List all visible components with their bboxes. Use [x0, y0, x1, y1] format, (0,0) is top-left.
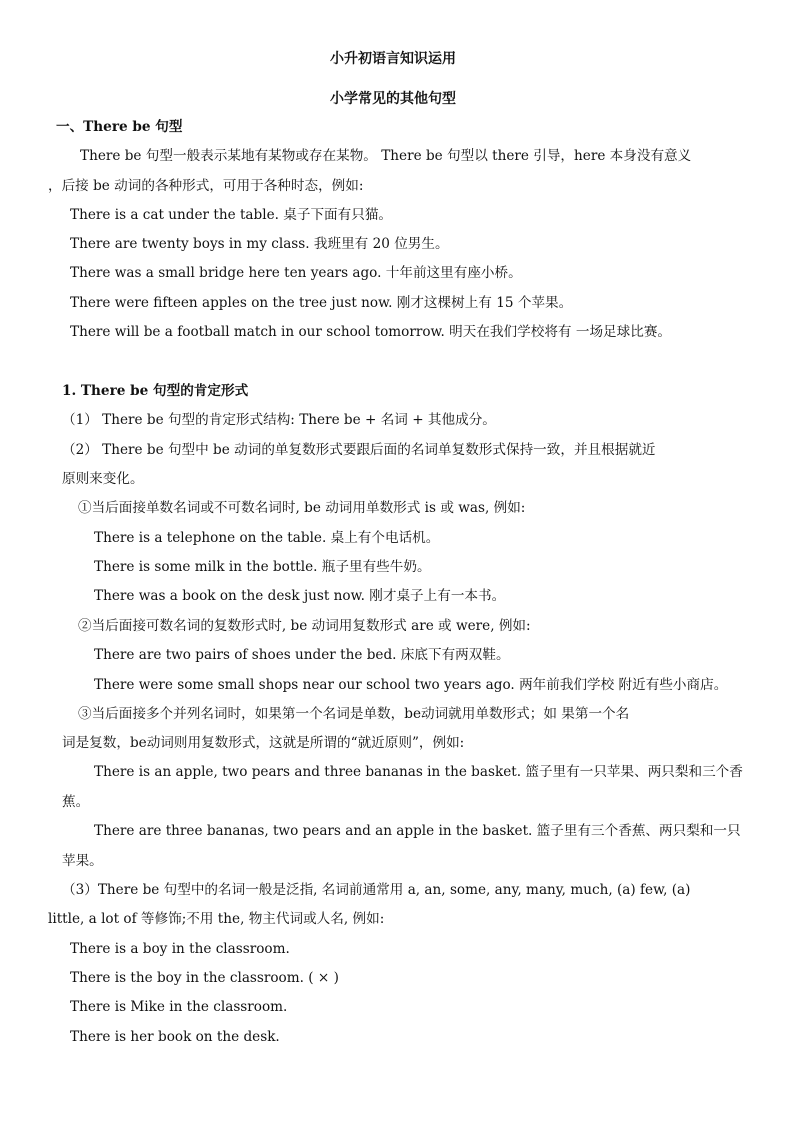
rule-1: （1） There be 句型的肯定形式结构: There be + 名词 + 其他成分。: [62, 412, 496, 428]
example-sentence: There is the boy in the classroom. ( × ): [70, 970, 339, 986]
example-sentence: There is some milk in the bottle. 瓶子里有些牛奶。: [94, 559, 431, 575]
example-sentence: There was a book on the desk just now. 刚才桌子上有一本书。: [94, 588, 506, 604]
example-sentence: There are twenty boys in my class. 我班里有 20 位男生。: [70, 236, 449, 252]
example-sentence: There were some small shops near our school two years ago. 两年前我们学校 附近有些小商店。: [94, 677, 728, 693]
intro-line-2: ，后接 be 动词的各种形式，可用于各种时态，例如:: [48, 178, 364, 194]
example-sentence: There is her book on the desk.: [70, 1029, 280, 1045]
rule-2-line-1: （2） There be 句型中 be 动词的单复数形式要跟后面的名词单复数形式保持一致，并且根据就近: [62, 442, 656, 458]
example-sentence: There was a small bridge here ten years ago. 十年前这里有座小桥。: [70, 265, 522, 281]
intro-line-1: There be 句型一般表示某地有某物或存在某物。 There be 句型以 there 引导，here 本身没有意义: [80, 148, 692, 164]
section-heading-there-be: 一、There be 句型: [56, 119, 183, 135]
rule-3-line-1: （3）There be 句型中的名词一般是泛指, 名词前通常用 a, an, some, any, many, much, (a) few, (a): [62, 882, 691, 898]
example-sentence-continued: 苹果。: [62, 853, 103, 869]
example-sentence: There is a boy in the classroom.: [70, 941, 290, 957]
rule-2-line-2: 原则来变化。: [62, 471, 144, 487]
example-sentence: There will be a football match in our school tomorrow. 明天在我们学校将有 一场足球比赛。: [70, 324, 672, 340]
example-sentence: There is a cat under the table. 桌子下面有只猫。: [70, 207, 393, 223]
example-sentence-continued: 蕉。: [62, 794, 90, 810]
subrule-2: ②当后面接可数名词的复数形式时, be 动词用复数形式 are 或 were, 例如:: [78, 618, 531, 634]
rule-3-line-2: little, a lot of 等修饰;不用 the, 物主代词或人名, 例如:: [48, 911, 385, 927]
doc-title: 小升初语言知识运用: [330, 51, 456, 67]
example-sentence: There are three bananas, two pears and an apple in the basket. 篮子里有三个香蕉、两只梨和一只: [94, 823, 741, 839]
doc-subtitle: 小学常见的其他句型: [330, 91, 456, 107]
example-sentence: There is a telephone on the table. 桌上有个电话机。: [94, 530, 440, 546]
example-sentence: There are two pairs of shoes under the bed. 床底下有两双鞋。: [94, 647, 510, 663]
subrule-3-line-1: ③当后面接多个并列名词时，如果第一个名词是单数，be动词就用单数形式；如 果第一个名: [78, 706, 630, 722]
example-sentence: There is Mike in the classroom.: [70, 999, 288, 1015]
example-sentence: There is an apple, two pears and three bananas in the basket. 篮子里有一只苹果、两只梨和三个香: [94, 764, 743, 780]
subrule-3-line-2: 词是复数，be动词则用复数形式，这就是所谓的“就近原则”，例如:: [62, 735, 465, 751]
example-sentence: There were fifteen apples on the tree just now. 刚才这棵树上有 15 个苹果。: [70, 295, 573, 311]
subrule-1: ①当后面接单数名词或不可数名词时, be 动词用单数形式 is 或 was, 例如:: [78, 500, 526, 516]
section-heading-affirmative: 1. There be 句型的肯定形式: [62, 383, 249, 399]
